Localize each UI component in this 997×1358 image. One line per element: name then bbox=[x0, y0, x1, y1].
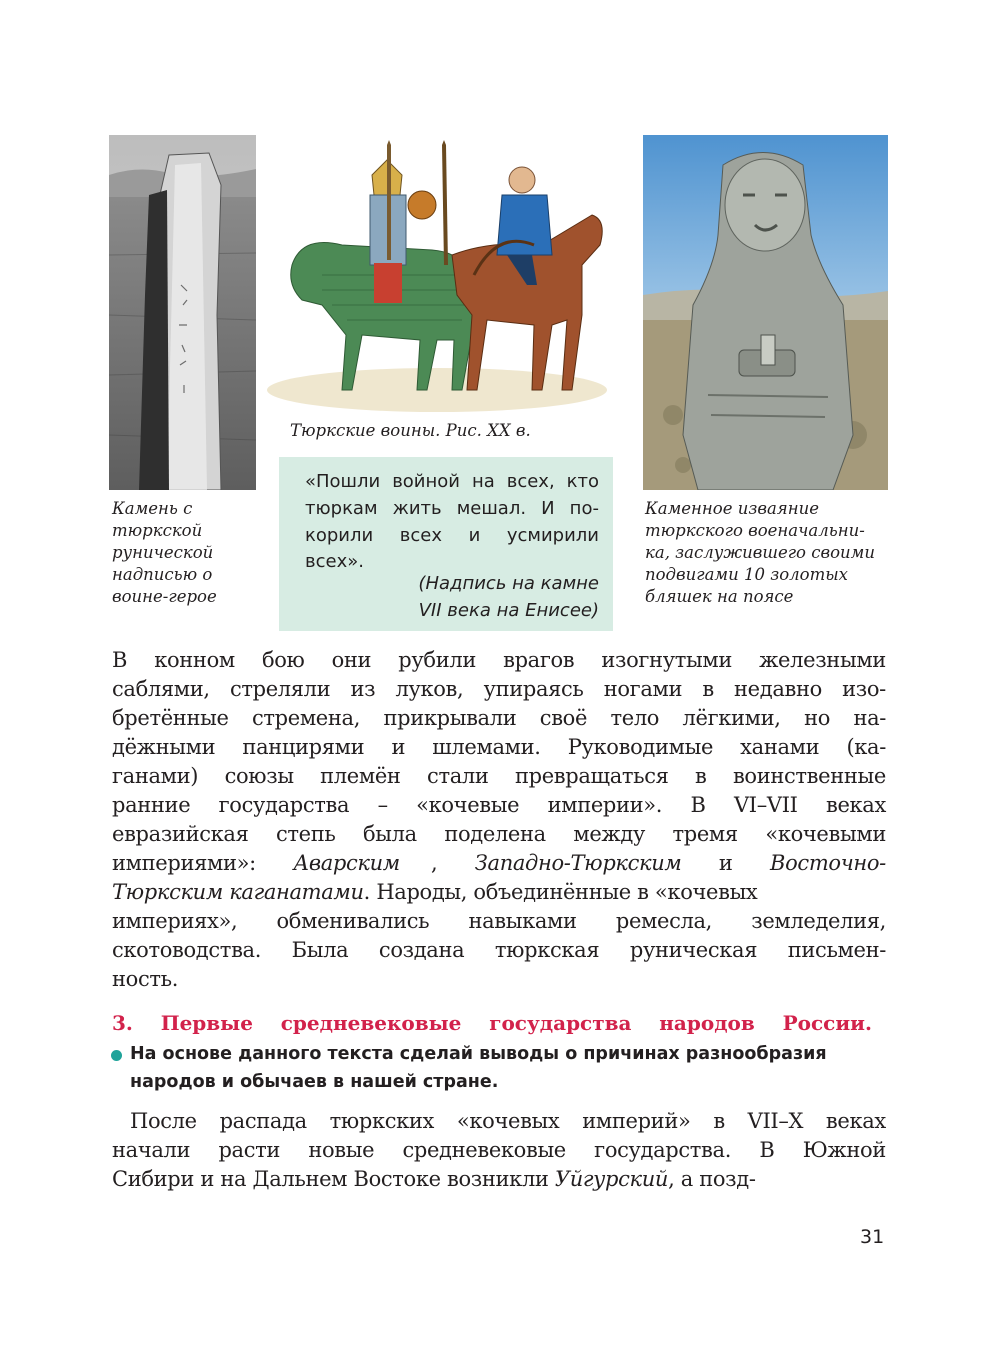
word: государства bbox=[489, 1011, 632, 1035]
word: стали bbox=[427, 764, 489, 788]
word: изо- bbox=[842, 677, 886, 701]
quote-word: тюркам bbox=[305, 498, 378, 519]
word: руническая bbox=[629, 938, 758, 962]
word: лёгкими, bbox=[682, 706, 781, 730]
word: – bbox=[377, 793, 388, 817]
runic-stone-photo bbox=[109, 135, 256, 490]
word: евразийская bbox=[112, 822, 249, 846]
word: государства. bbox=[594, 1138, 732, 1162]
word: России. bbox=[782, 1011, 872, 1035]
word: в bbox=[702, 677, 714, 701]
word: на- bbox=[853, 706, 886, 730]
text-line: ность. bbox=[112, 967, 179, 991]
text-line bbox=[112, 821, 886, 848]
quote-word: всех, bbox=[506, 471, 555, 492]
bullet-icon bbox=[111, 1050, 122, 1061]
word: в bbox=[713, 1109, 725, 1133]
word: VI–VII bbox=[733, 793, 798, 817]
text-span: империями»: bbox=[112, 851, 263, 875]
word: империй» bbox=[582, 1109, 691, 1133]
khaganate-name: Восточно- bbox=[770, 851, 886, 875]
caption-line: бляшек на поясе bbox=[645, 587, 794, 606]
word: но bbox=[804, 706, 831, 730]
text-span: и bbox=[712, 851, 739, 875]
task-line: На основе данного текста сделай выводы о причинах разнообразия bbox=[130, 1044, 827, 1064]
quote-word: кто bbox=[566, 471, 599, 492]
word: племён bbox=[320, 764, 401, 788]
word: расти bbox=[218, 1138, 281, 1162]
word: и bbox=[391, 735, 406, 759]
quote-source: VII века на Енисее) bbox=[418, 600, 599, 621]
text-span: Сибири и на Дальнем Востоке возникли bbox=[112, 1167, 555, 1191]
text-line bbox=[112, 647, 886, 674]
runic-stone-caption bbox=[112, 498, 217, 608]
word: ранние bbox=[112, 793, 191, 817]
word: земледелия, bbox=[751, 909, 886, 933]
stone-statue-photo bbox=[643, 135, 888, 490]
word: веках bbox=[825, 1109, 886, 1133]
word: новые bbox=[308, 1138, 375, 1162]
word: между bbox=[573, 822, 645, 846]
word: дёжными bbox=[112, 735, 216, 759]
word: В bbox=[759, 1138, 775, 1162]
word: бою bbox=[261, 648, 305, 672]
quote-word: войной bbox=[392, 471, 460, 492]
word: народов bbox=[659, 1011, 755, 1035]
word: врагов bbox=[503, 648, 575, 672]
khaganate-name: Западно-Тюркским bbox=[474, 851, 682, 875]
word: прикрывали bbox=[383, 706, 517, 730]
word: шлемами. bbox=[432, 735, 541, 759]
word: (ка- bbox=[846, 735, 886, 759]
word: упираясь bbox=[483, 677, 584, 701]
word: империи». bbox=[547, 793, 663, 817]
text-line bbox=[112, 908, 886, 935]
text-span: , а позд- bbox=[668, 1167, 756, 1191]
word: они bbox=[331, 648, 372, 672]
text-line bbox=[112, 792, 886, 819]
quote-line bbox=[305, 523, 599, 549]
word: письмен- bbox=[787, 938, 886, 962]
section-heading bbox=[112, 1008, 872, 1038]
caption-line: подвигами 10 золотых bbox=[645, 565, 848, 584]
word: «кочевых bbox=[456, 1109, 560, 1133]
quote-word: И bbox=[541, 498, 555, 519]
word: В bbox=[690, 793, 706, 817]
warriors-caption bbox=[290, 420, 531, 442]
word: средневековые bbox=[280, 1011, 462, 1035]
quote-line bbox=[305, 469, 599, 495]
quote-word: мешал. bbox=[456, 498, 527, 519]
text-line bbox=[112, 734, 886, 761]
caption-line: рунической bbox=[112, 543, 214, 562]
statue-caption bbox=[645, 498, 875, 608]
word: стремена, bbox=[251, 706, 361, 730]
turkic-warriors-illustration bbox=[262, 135, 624, 420]
word: степь bbox=[275, 822, 336, 846]
caption-line: Тюркские воины. Рис. XX в. bbox=[290, 421, 531, 440]
word: средневековые bbox=[402, 1138, 566, 1162]
caption-line: Камень с bbox=[112, 499, 193, 518]
text-line bbox=[112, 1166, 886, 1193]
text-line bbox=[112, 705, 886, 732]
quote-line bbox=[305, 496, 599, 522]
word: луков, bbox=[395, 677, 464, 701]
word: панцирями bbox=[242, 735, 365, 759]
word: стреляли bbox=[229, 677, 331, 701]
word: обменивались bbox=[276, 909, 430, 933]
word: саблями, bbox=[112, 677, 210, 701]
word: в bbox=[695, 764, 707, 788]
text-span: , bbox=[431, 851, 444, 875]
word: государства bbox=[218, 793, 350, 817]
caption-line: тюркской bbox=[112, 521, 203, 540]
word: воинственные bbox=[732, 764, 886, 788]
quote-word: на bbox=[471, 471, 495, 492]
word: начали bbox=[112, 1138, 191, 1162]
word: ремесла, bbox=[615, 909, 713, 933]
word: распада bbox=[219, 1109, 307, 1133]
word: из bbox=[350, 677, 376, 701]
word: превращаться bbox=[514, 764, 669, 788]
word: тремя bbox=[672, 822, 738, 846]
word: тюркская bbox=[494, 938, 600, 962]
word: После bbox=[130, 1109, 197, 1133]
word: Руководимые bbox=[567, 735, 714, 759]
quote-word: всех bbox=[399, 525, 443, 546]
word: тюркских bbox=[329, 1109, 435, 1133]
quote-word: всех». bbox=[305, 551, 364, 572]
word: скотоводства. bbox=[112, 938, 262, 962]
word: навыками bbox=[468, 909, 577, 933]
text-line bbox=[112, 879, 886, 906]
word: Была bbox=[291, 938, 349, 962]
text-line bbox=[112, 1137, 886, 1164]
state-name: Уйгурский bbox=[554, 1167, 669, 1191]
word: ногами bbox=[603, 677, 683, 701]
text-line bbox=[112, 763, 886, 790]
task-line: народов и обычаев в нашей стране. bbox=[130, 1072, 499, 1092]
word: VII–X bbox=[747, 1109, 804, 1133]
text-line bbox=[112, 850, 886, 877]
quote-source: (Надпись на камне bbox=[418, 573, 599, 594]
word: недавно bbox=[734, 677, 822, 701]
caption-line: надписью о bbox=[112, 565, 213, 584]
quote-word: усмирили bbox=[506, 525, 599, 546]
word: В bbox=[112, 648, 128, 672]
word: ханами bbox=[740, 735, 820, 759]
word: рубили bbox=[398, 648, 476, 672]
page-number: 31 bbox=[860, 1226, 885, 1248]
word: веках bbox=[825, 793, 886, 817]
text-span: . Народы, объединённые в «кочевых bbox=[363, 880, 758, 904]
word: изогнутыми bbox=[601, 648, 732, 672]
word: своё bbox=[539, 706, 588, 730]
quote-word: корили bbox=[305, 525, 374, 546]
quote-word: по- bbox=[569, 498, 599, 519]
quote-word: жить bbox=[392, 498, 442, 519]
word: ганами) bbox=[112, 764, 199, 788]
word: создана bbox=[378, 938, 465, 962]
text-line bbox=[112, 676, 886, 703]
text-line bbox=[130, 1108, 886, 1135]
word: 3. bbox=[112, 1011, 133, 1035]
khaganate-name: Аварским bbox=[293, 851, 400, 875]
word: Южной bbox=[802, 1138, 886, 1162]
word: железными bbox=[759, 648, 886, 672]
word: была bbox=[363, 822, 417, 846]
word: союзы bbox=[224, 764, 294, 788]
word: «кочевыми bbox=[765, 822, 886, 846]
word: Первые bbox=[160, 1011, 253, 1035]
word: бретённые bbox=[112, 706, 229, 730]
caption-line: Каменное изваяние bbox=[645, 499, 819, 518]
word: империях», bbox=[112, 909, 238, 933]
caption-line: тюркского военачальни- bbox=[645, 521, 865, 540]
quote-word: «Пошли bbox=[305, 471, 381, 492]
quote-word: и bbox=[468, 525, 481, 546]
text-line bbox=[112, 937, 886, 964]
caption-line: ка, заслужившего своими bbox=[645, 543, 875, 562]
word: конном bbox=[154, 648, 235, 672]
word: поделена bbox=[444, 822, 546, 846]
word: «кочевые bbox=[416, 793, 520, 817]
khaganate-name: Тюркским каганатами bbox=[112, 880, 364, 904]
word: тело bbox=[610, 706, 660, 730]
quote-box bbox=[279, 457, 613, 631]
caption-line: воине-герое bbox=[112, 587, 217, 606]
